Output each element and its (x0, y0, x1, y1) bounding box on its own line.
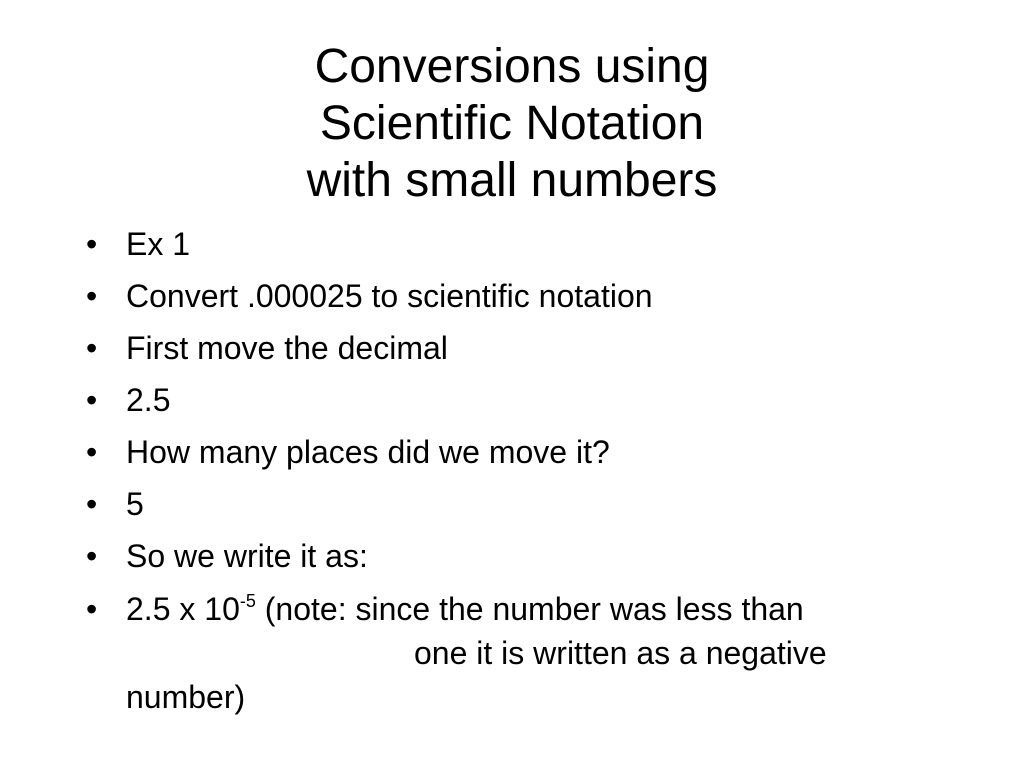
bullet-icon: • (86, 226, 98, 262)
bullet-icon: • (86, 591, 98, 627)
bullet-item (86, 275, 946, 318)
bullet-text: Convert .000025 to scientific notation (126, 278, 653, 314)
title-line: Scientific Notation (319, 97, 705, 150)
bullet-item (86, 223, 946, 266)
answer-note-part2: one it is written as a negative number) (126, 635, 827, 715)
bullet-item (86, 483, 946, 526)
bullet-text: First move the decimal (126, 330, 448, 366)
bullet-item (86, 431, 946, 474)
bullet-text: How many places did we move it? (126, 434, 610, 470)
bullet-icon: • (86, 538, 98, 574)
bullet-item (86, 535, 946, 578)
bullet-icon: • (86, 434, 98, 470)
bullet-text: 5 (126, 486, 144, 522)
bullet-item (86, 327, 946, 370)
slide-title (0, 38, 1024, 209)
bullet-item (86, 379, 946, 422)
answer-base: 2.5 x 10 (126, 591, 240, 627)
title-line: Conversions using (314, 40, 710, 93)
title-line: with small numbers (306, 154, 718, 207)
bullet-text: Ex 1 (126, 226, 191, 262)
bullet-icon: • (86, 330, 98, 366)
bullet-list (86, 223, 946, 728)
bullet-icon: • (86, 486, 98, 522)
bullet-item-scientific-answer (86, 587, 946, 719)
bullet-text: So we write it as: (126, 538, 368, 574)
bullet-text: 2.5 (126, 382, 171, 418)
bullet-icon: • (86, 382, 98, 418)
answer-exponent: -5 (239, 591, 256, 611)
answer-note-part1: (note: since the number was less than (255, 591, 804, 627)
bullet-icon: • (86, 278, 98, 314)
